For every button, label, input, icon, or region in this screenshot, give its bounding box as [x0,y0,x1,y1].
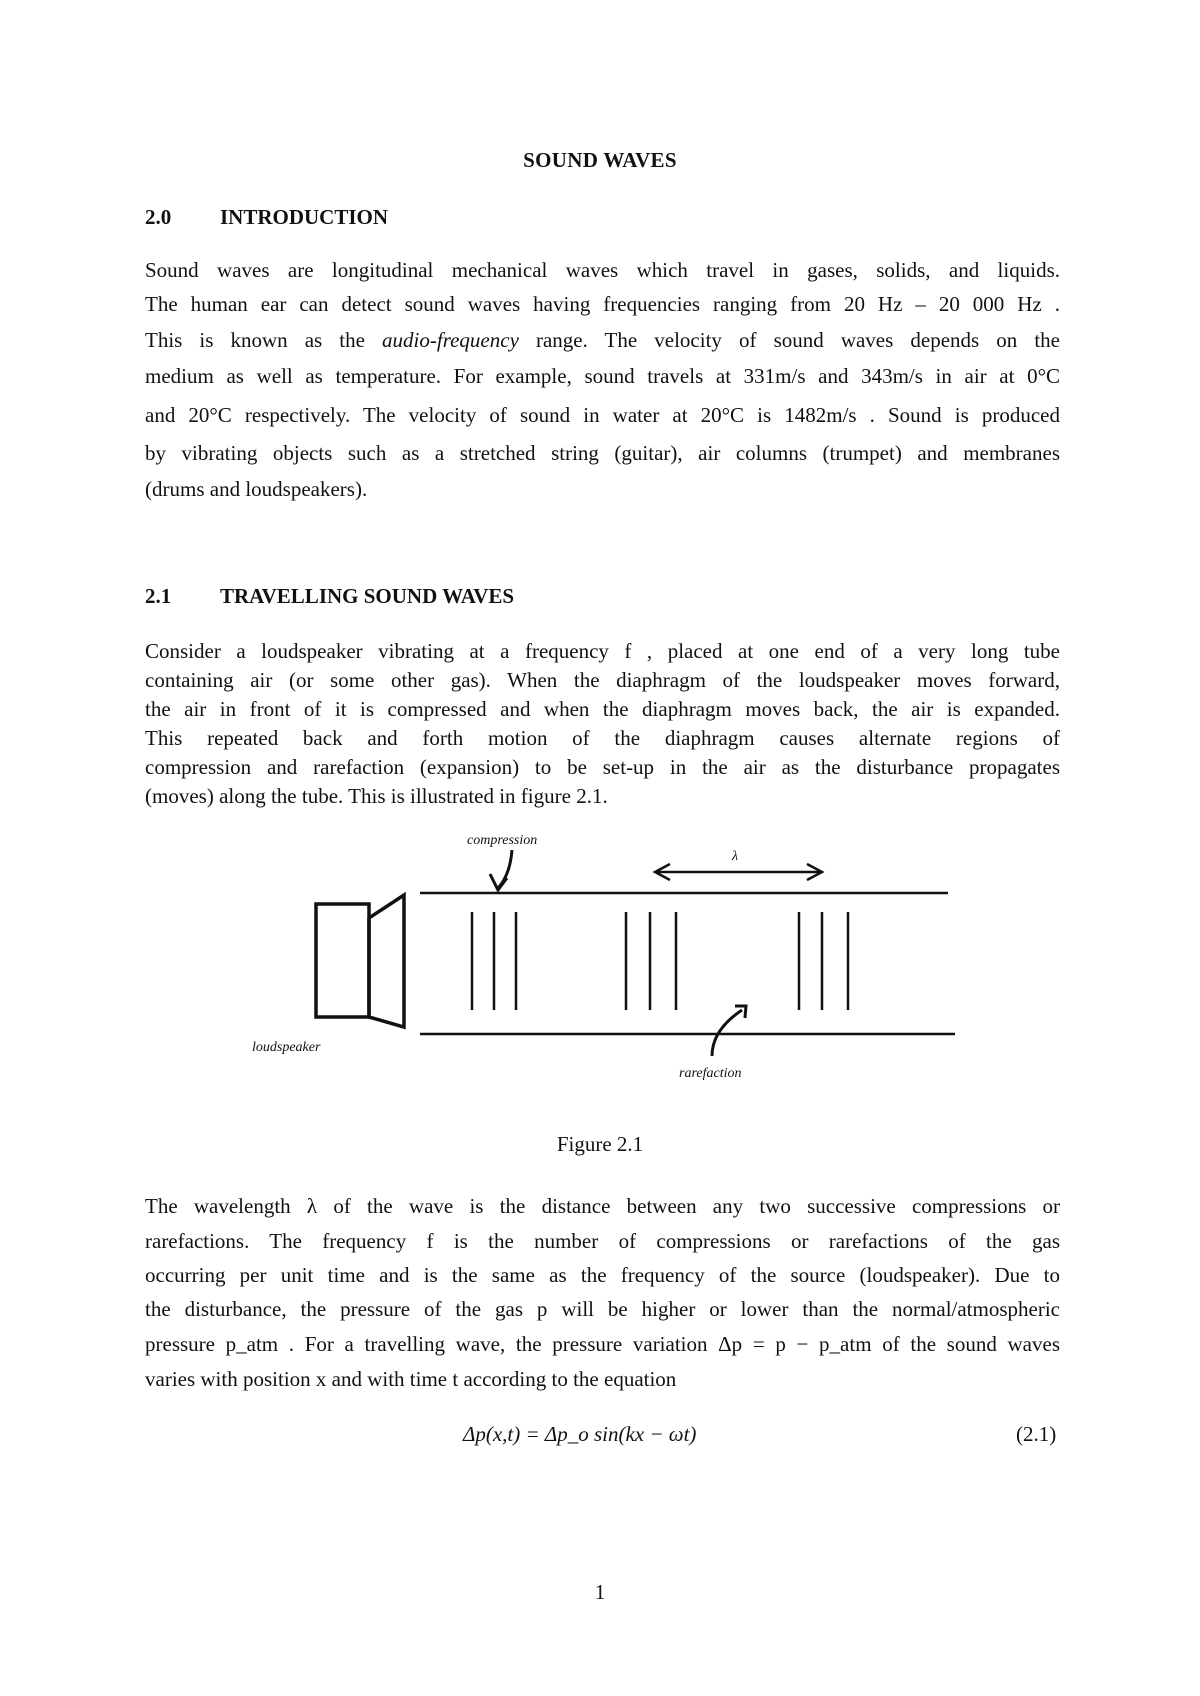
lambda-label: λ [732,849,739,864]
section-number: 2.1 [145,584,172,608]
wave-line-6: varies with position x and with time t according to the equation [145,1367,677,1391]
loudspeaker-body [316,904,369,1017]
intro-line-5: and 20°C respectively. The velocity of sound in water at 20°C is 1482m/s . Sound is produced [145,403,1060,427]
travel-line-5: compression and rarefaction (expansion) to be set-up in the air as the disturbance propagates [145,755,1060,779]
loudspeaker-cone [369,895,404,1027]
travel-line-2: containing air (or some other gas). When the diaphragm of the loudspeaker moves forward, [145,668,1060,692]
wave-line-5: pressure p_atm . For a travelling wave, the pressure variation Δp = p − p_atm of the sound waves [145,1332,1060,1356]
wave-line-1: The wavelength λ of the wave is the distance between any two successive compressions or [145,1194,1060,1218]
travel-line-3: the air in front of it is compressed and when the diaphragm moves back, the air is expanded. [145,697,1060,721]
compression-label: compression [467,833,538,848]
section-title: INTRODUCTION [220,205,389,229]
travel-line-6: (moves) along the tube. This is illustrated in figure 2.1. [145,784,608,808]
intro-line-3-end: range. The velocity of sound waves depends on the [518,328,1060,352]
page-number: 1 [594,1580,606,1604]
travel-line-4: This repeated back and forth motion of the diaphragm causes alternate regions of [145,726,1060,750]
rarefaction-label: rarefaction [679,1066,742,1081]
intro-line-2: The human ear can detect sound waves having frequencies ranging from 20 Hz – 20 000 Hz . [145,292,1060,316]
audio-frequency-term: audio-frequency [382,328,519,352]
figure-caption: Figure 2.1 [556,1132,644,1156]
intro-line-6: by vibrating objects such as a stretched string (guitar), air columns (trumpet) and membranes [145,441,1060,465]
page-title: SOUND WAVES [523,148,677,172]
intro-line-3-start: This is known as the [145,328,383,352]
loudspeaker-label: loudspeaker [252,1040,321,1055]
wave-line-3: occurring per unit time and is the same as the frequency of the source (loudspeaker). Due to [145,1263,1060,1287]
section-title: TRAVELLING SOUND WAVES [220,584,515,608]
intro-line-4: medium as well as temperature. For example, sound travels at 331m/s and 343m/s in air at 0°C [145,364,1060,388]
intro-line-1: Sound waves are longitudinal mechanical waves which travel in gases, solids, and liquids. [145,258,1060,282]
section-number: 2.0 [145,205,172,229]
wave-line-2: rarefactions. The frequency f is the number of compressions or rarefactions of the gas [145,1229,1060,1253]
wave-line-4: the disturbance, the pressure of the gas p will be higher or lower than the normal/atmospheric [145,1297,1060,1321]
intro-line-7: (drums and loudspeakers). [145,477,368,501]
equation-2-1: Δp(x,t) = Δp_o sin(kx − ωt) [463,1422,697,1446]
equation-number: (2.1) [1016,1422,1057,1446]
travel-line-1: Consider a loudspeaker vibrating at a frequency f , placed at one end of a very long tube [145,639,1060,663]
